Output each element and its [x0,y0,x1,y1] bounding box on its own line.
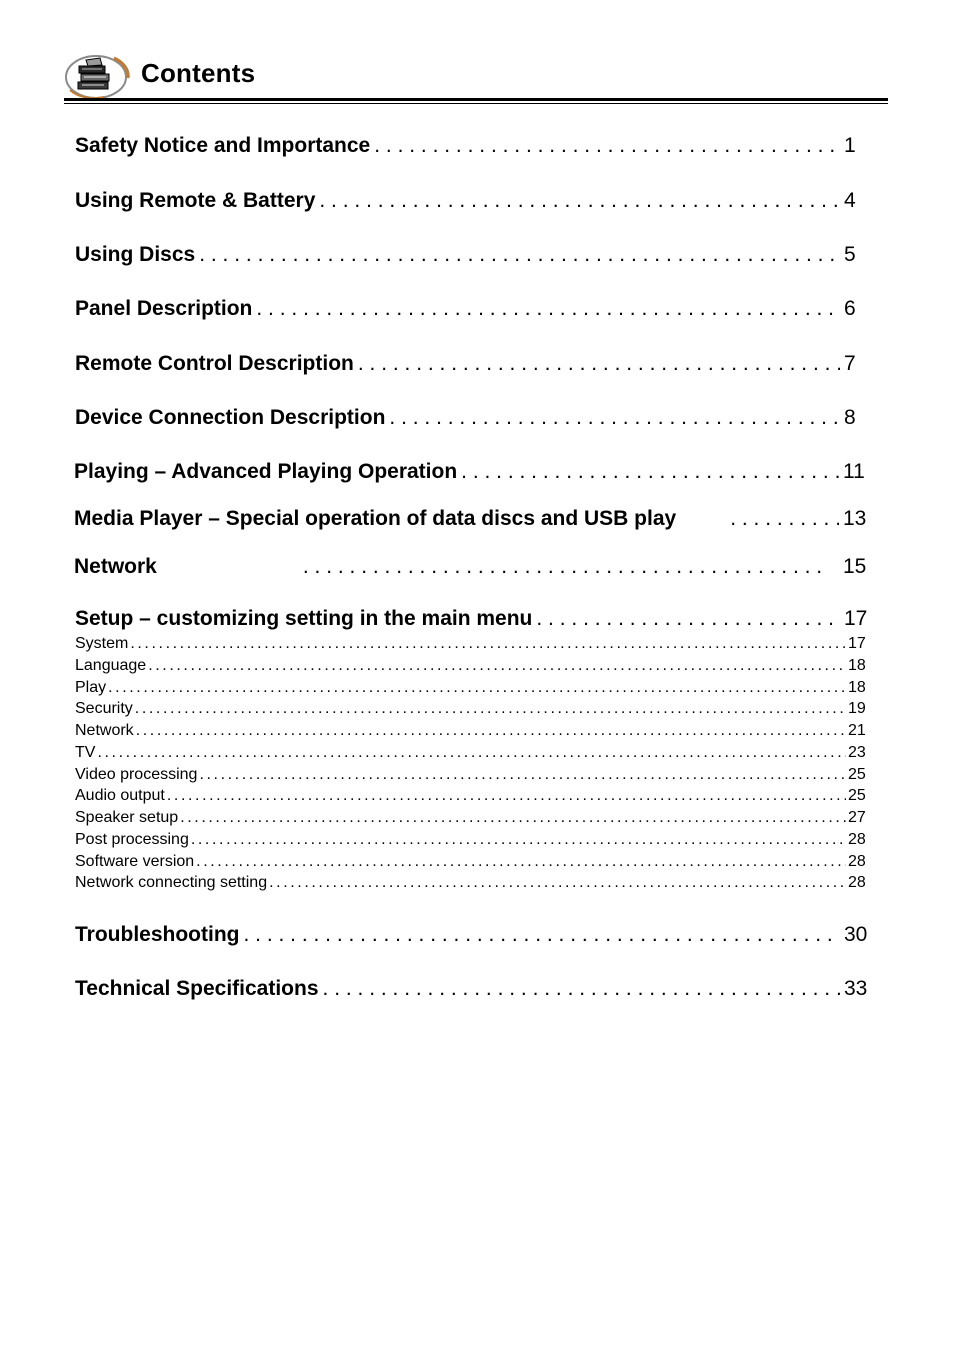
toc-leader-dots [167,787,846,805]
toc-leader-dots [108,679,846,697]
toc-entry-label: Setup – customizing setting in the main menu [75,607,533,630]
toc-entry-media-player[interactable] [74,507,869,531]
toc-entry-label: Playing – Advanced Playing Operation [74,460,458,483]
toc-subentry-page: 27 [848,809,866,826]
toc-leader-dots [148,657,846,675]
toc-entry-page: 4 [844,189,856,212]
toc-subentry-software-version[interactable] [75,853,870,871]
toc-entry-panel-description[interactable] [75,297,870,321]
toc-entry-device-connection[interactable] [75,406,870,430]
toc-subentry-page: 21 [848,722,866,739]
toc-leader-dots [136,722,846,740]
toc-entry-technical-specifications[interactable] [75,977,870,1001]
toc-leader-dots [389,406,840,430]
header-divider-thin [64,103,888,104]
toc-entry-label: Media Player – Special operation of data discs and USB play [74,507,677,530]
toc-leader-dots [243,923,840,947]
toc-leader-dots [323,977,840,1001]
toc-entry-label: Safety Notice and Importance [75,134,371,157]
toc-leader-dots [180,809,846,827]
toc-leader-dots [196,853,846,871]
toc-leader-dots [374,134,840,158]
toc-subentry-page: 28 [848,853,866,870]
toc-entry-label: Troubleshooting [75,923,240,946]
toc-leader-dots [303,555,825,579]
toc-entry-page: 17 [844,607,868,630]
toc-entry-remote-control-description[interactable] [75,352,870,376]
toc-subentry-page: 17 [848,635,866,652]
toc-entry-troubleshooting[interactable] [75,923,870,947]
toc-subentry-page: 18 [848,657,866,674]
toc-leader-dots [461,460,839,484]
toc-subentry-label: Post processing [75,831,189,848]
toc-entry-page: 30 [844,923,868,946]
toc-subentry-label: Play [75,679,107,696]
toc-subentry-language[interactable] [75,657,870,675]
toc-entry-using-discs[interactable] [75,243,870,267]
toc-subentry-video-processing[interactable] [75,766,870,784]
toc-leader-dots [536,607,840,631]
toc-entry-label: Remote Control Description [75,352,354,375]
toc-subentry-label: Network [75,722,134,739]
toc-subentry-page: 28 [848,874,866,891]
toc-entry-page: 6 [844,297,856,320]
toc-subentry-page: 18 [848,679,866,696]
toc-leader-dots [97,744,846,762]
toc-leader-dots [135,700,846,718]
toc-subentry-label: Software version [75,853,195,870]
toc-subentry-page: 19 [848,700,866,717]
toc-subentry-network-connecting-setting[interactable] [75,874,870,892]
toc-leader-dots [130,635,846,653]
toc-subentry-label: TV [75,744,96,761]
toc-subentry-label: Security [75,700,133,717]
toc-leader-dots [269,874,846,892]
toc-entry-page: 8 [844,406,856,429]
toc-subentry-network[interactable] [75,722,870,740]
toc-entry-page: 13 [843,507,867,530]
toc-subentry-page: 25 [848,766,866,783]
toc-entry-network[interactable] [74,555,869,579]
toc-subentry-label: Speaker setup [75,809,179,826]
toc-entry-label: Technical Specifications [75,977,319,1000]
toc-entry-label: Network [74,555,157,578]
toc-leader-dots [191,831,846,849]
toc-subentry-page: 28 [848,831,866,848]
toc-entry-page: 5 [844,243,856,266]
toc-leader-dots [199,766,846,784]
toc-subentry-label: Language [75,657,147,674]
toc-subentry-page: 25 [848,787,866,804]
toc-subentry-tv[interactable] [75,744,870,762]
toc-entry-safety-notice[interactable] [75,134,870,158]
toc-subentry-post-processing[interactable] [75,831,870,849]
toc-entry-label: Using Discs [75,243,196,266]
toc-subentry-label: Audio output [75,787,165,804]
toc-subentry-system[interactable] [75,635,870,653]
toc-entry-page: 1 [844,134,856,157]
toc-entry-page: 33 [844,977,868,1000]
toc-leader-dots [730,507,839,531]
toc-entry-page: 11 [843,460,865,483]
toc-subentry-page: 23 [848,744,866,761]
toc-entry-label: Using Remote & Battery [75,189,316,212]
toc-subentry-audio-output[interactable] [75,787,870,805]
toc-leader-dots [256,297,840,321]
toc-leader-dots [319,189,840,213]
header-divider-thick [64,98,888,101]
page-title: Contents [141,58,256,88]
toc-entry-page: 7 [844,352,856,375]
toc-leader-dots [358,352,840,376]
toc-subentry-label: Video processing [75,766,198,783]
toc-entry-setup[interactable] [75,607,870,631]
toc-subentry-label: Network connecting setting [75,874,268,891]
toc-subentry-play[interactable] [75,679,870,697]
toc-leader-dots [199,243,840,267]
toc-subentry-label: System [75,635,129,652]
toc-entry-label: Device Connection Description [75,406,386,429]
toc-entry-label: Panel Description [75,297,253,320]
books-logo-icon [64,52,132,100]
toc-entry-remote-battery[interactable] [75,189,870,213]
toc-entry-page: 15 [843,555,867,578]
toc-subentry-security[interactable] [75,700,870,718]
toc-entry-playing-advanced[interactable] [74,460,869,484]
toc-subentry-speaker-setup[interactable] [75,809,870,827]
